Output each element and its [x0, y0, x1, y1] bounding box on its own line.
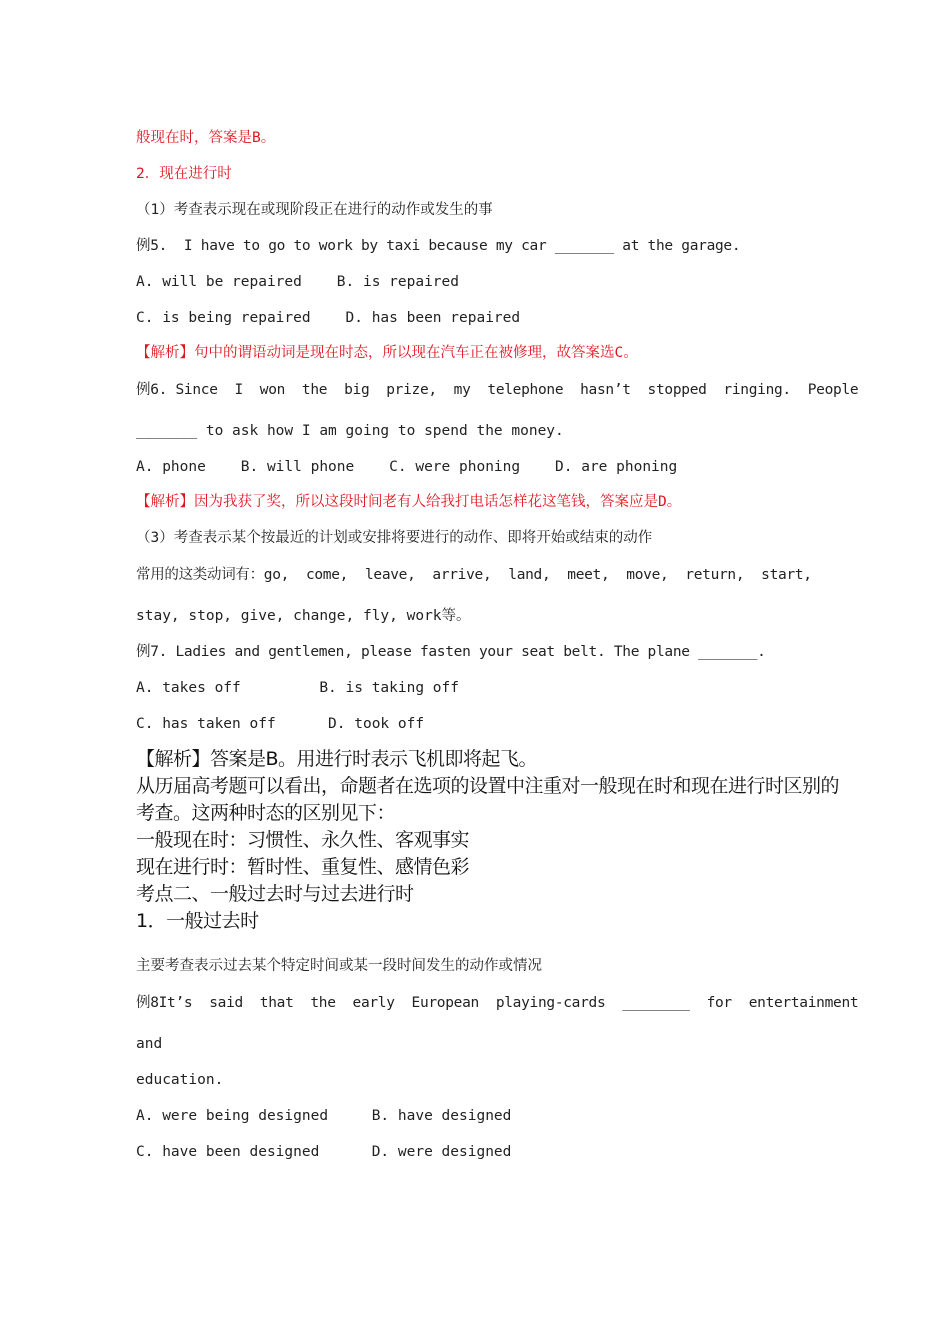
section-heading-present-progressive: 2．现在进行时	[136, 166, 232, 182]
example-6-options: A. phone B. will phone C. were phoning D. are phoning	[136, 459, 678, 475]
example-5-options-cd: C. is being repaired D. has been repaired	[136, 310, 521, 326]
subheading-simple-past: 1．一般过去时	[136, 910, 259, 932]
example-5-analysis: 【解析】句中的谓语动词是现在时态，所以现在汽车正在被修理，故答案选C。	[136, 345, 638, 361]
simple-present-features: 一般现在时：习惯性、永久性、客观事实	[136, 829, 470, 851]
example-8-options-cd: C. have been designed D. were designed	[136, 1144, 512, 1160]
subheading-1: （1）考查表示现在或现阶段正在进行的动作或发生的事	[136, 202, 493, 218]
summary-line-1: 从历届高考题可以看出，命题者在选项的设置中注重对一般现在时和现在进行时区别的	[136, 775, 840, 797]
section-heading-point-2: 考点二、一般过去时与过去进行时	[136, 883, 414, 905]
example-8-options-ab: A. were being designed B. have designed	[136, 1108, 512, 1124]
example-8-question-education: education.	[136, 1072, 224, 1088]
present-progressive-features: 现在进行时：暂时性、重复性、感情色彩	[136, 856, 470, 878]
answer-continuation: 般现在时，答案是B。	[136, 130, 276, 146]
example-7-question: 例7. Ladies and gentlemen, please fasten your seat belt. The plane _______.	[136, 644, 766, 660]
simple-past-description: 主要考查表示过去某个特定时间或某一段时间发生的动作或情况	[136, 958, 542, 974]
example-6-question-cont: _______ to ask how I am going to spend the money.	[136, 423, 564, 439]
example-7-analysis: 【解析】答案是B。用进行时表示飞机即将起飞。	[136, 748, 538, 770]
example-8-question-and: and	[136, 1036, 163, 1052]
example-5-options-ab: A. will be repaired B. is repaired	[136, 274, 460, 290]
common-verbs-cont: stay, stop, give, change, fly, work等。	[136, 608, 471, 624]
example-6-question: 例6. Since I won the big prize, my telephone hasn’t stopped ringing. People	[136, 382, 859, 398]
common-verbs-line: 常用的这类动词有：go, come, leave, arrive, land, meet, move, return, start,	[136, 567, 812, 583]
summary-line-2: 考查。这两种时态的区别见下：	[136, 802, 396, 824]
example-8-question: 例8It’s said that the early European playing-cards ________ for entertainment	[136, 995, 859, 1011]
subheading-3: （3）考查表示某个按最近的计划或安排将要进行的动作、即将开始或结束的动作	[136, 530, 653, 546]
example-5-question: 例5. I have to go to work by taxi because my car _______ at the garage.	[136, 238, 741, 254]
example-7-options-ab: A. takes off B. is taking off	[136, 680, 460, 696]
example-7-options-cd: C. has taken off D. took off	[136, 716, 425, 732]
example-6-analysis: 【解析】因为我获了奖，所以这段时间老有人给我打电话怎样花这笔钱，答案应是D。	[136, 494, 682, 510]
